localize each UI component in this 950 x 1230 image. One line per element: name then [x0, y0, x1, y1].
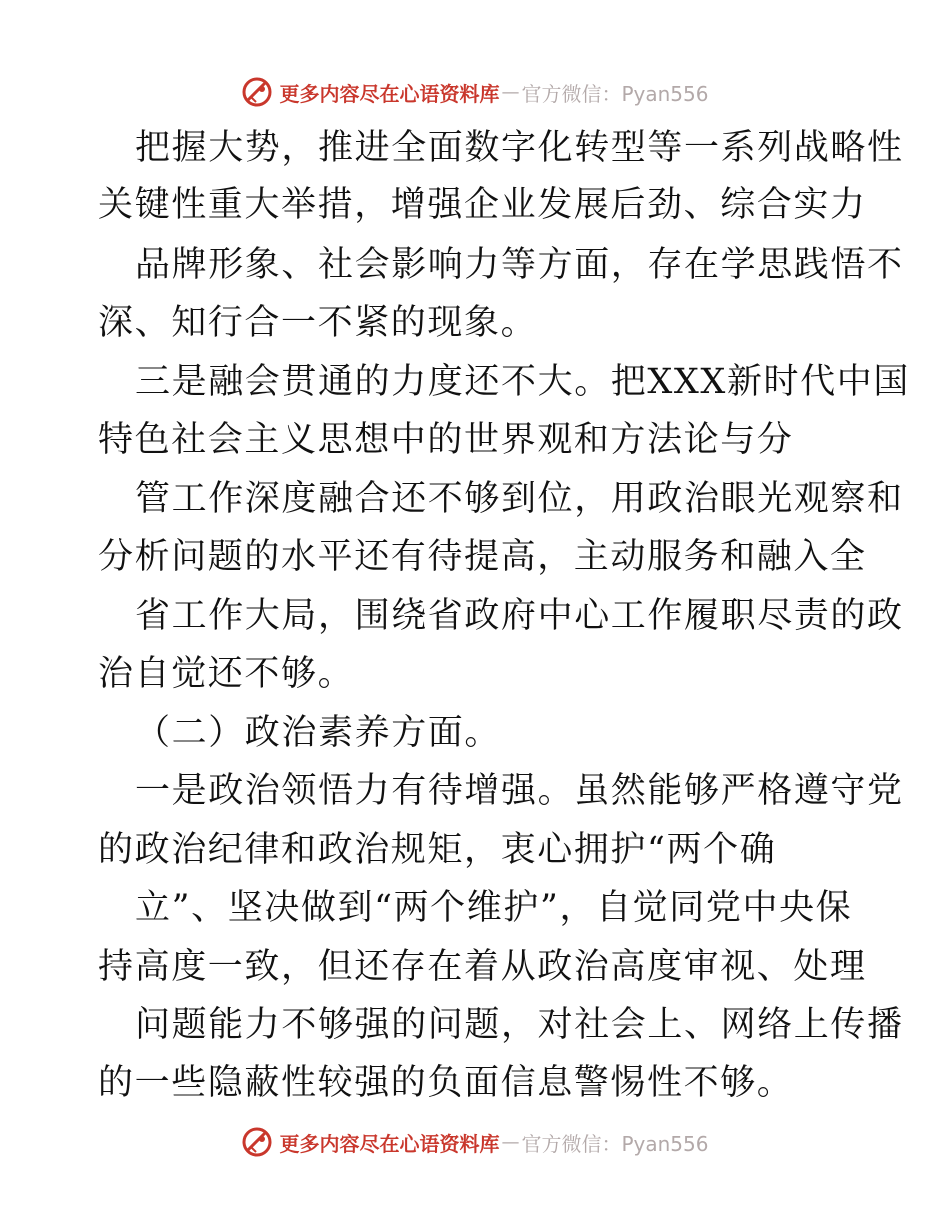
watermark-logo-icon [241, 1126, 273, 1158]
watermark-dash: — [501, 1131, 520, 1153]
text-line: 治自觉还不够。 [98, 654, 355, 694]
text-line: 分析问题的水平还有待提高，主动服务和融入全 [98, 537, 867, 577]
text-line: 特色社会主义思想中的世界观和方法论与分 [98, 420, 794, 460]
text-line: 省工作大局，围绕省政府中心工作履职尽责的政 [135, 596, 904, 636]
watermark-sub-text: 官方微信：Pyan556 [521, 81, 709, 106]
text-line: 深、知行合一不紧的现象。 [98, 303, 538, 343]
text-line: 一是政治领悟力有待增强。虽然能够严格遵守党 [135, 771, 904, 811]
footer-watermark [0, 1122, 950, 1162]
section-heading: （二）政治素养方面。 [135, 713, 502, 753]
text-line: 问题能力不够强的问题，对社会上、网络上传播 [135, 1005, 904, 1045]
watermark-logo-icon [241, 76, 273, 108]
text-line: 的政治纪律和政治规矩，衷心拥护“两个确 [98, 830, 777, 870]
text-line: 的一些隐蔽性较强的负面信息警惕性不够。 [98, 1063, 794, 1103]
text-line: 管工作深度融合还不够到位，用政治眼光观察和 [135, 479, 904, 519]
watermark-dash: — [501, 81, 520, 103]
text-line: 把握大势，推进全面数字化转型等一系列战略性 [135, 128, 904, 168]
watermark-sub-text: 官方微信：Pyan556 [521, 1131, 709, 1156]
watermark-main-text: 更多内容尽在心语资料库 [279, 1131, 500, 1156]
watermark-main-text: 更多内容尽在心语资料库 [279, 81, 500, 106]
text-line: 关键性重大举措，增强企业发展后劲、综合实力 [98, 185, 867, 225]
text-line: 持高度一致，但还存在着从政治高度审视、处理 [98, 947, 867, 987]
text-line: 立”、坚决做到“两个维护”，自觉同党中央保 [135, 888, 853, 928]
text-line: 三是融会贯通的力度还不大。把XXX新时代中国 [135, 362, 910, 402]
header-watermark [0, 72, 950, 112]
text-line: 品牌形象、社会影响力等方面，存在学思践悟不 [135, 245, 904, 285]
